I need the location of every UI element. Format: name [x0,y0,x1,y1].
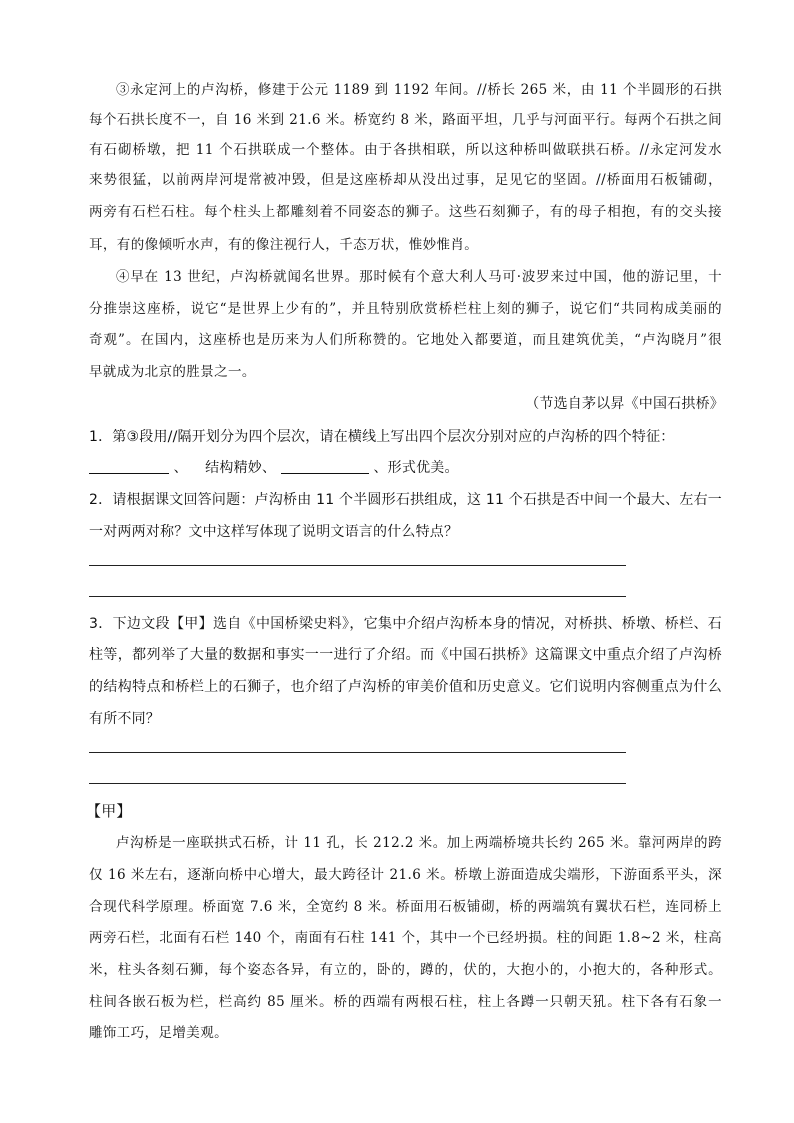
jia-line-7: 雕饰工巧，足增美观。 [89,1025,228,1041]
q3-line-4: 有所不同？ [89,711,160,727]
q3-line-3: 的结构特点和桥栏上的石狮子，也介绍了卢沟桥的审美价值和历史意义。它们说明内容侧重点为什么 [89,679,722,695]
q2-line-1: 2．请根据课文回答问题：卢沟桥由 11 个半圆形石拱组成，这 11 个石拱是否中间一个最大、左右一 [89,492,722,508]
para4-line-4: 早就成为北京的胜景之一。 [89,364,256,380]
jia-line-4: 两旁石栏，北面有石栏 140 个，南面有石柱 141 个，其中一个已经坍损。柱的间距 1.8~2 米，柱高 [89,930,722,946]
source-citation: （节选自茅以昇《中国石拱桥》 [525,396,724,412]
q1-item-2: 结构精妙、 [205,460,277,476]
para3-line-2: 每个石拱长度不一，自 16 米到 21.6 米。桥宽约 8 米，路面平坦，几乎与河面平行。每两个石拱之间 [89,112,722,128]
para3-line-3: 有石砌桥墩，把 11 个石拱联成一个整体。由于各拱相联，所以这种桥叫做联拱石桥。//永定河发水 [89,142,722,158]
jia-line-1: 卢沟桥是一座联拱式石桥，计 11 孔，长 212.2 米。加上两端桥境共长约 265 米。靠河两岸的跨 [116,835,722,851]
q1-sep-1: 、 [173,460,188,476]
q2-line-2: 一对两两对称？文中这样写体现了说明文语言的什么特点？ [89,524,459,540]
q1-item-4: 、形式优美。 [373,460,459,476]
para3-line-4: 来势很猛，以前两岸河堤常被冲毁，但是这座桥却从没出过事，足见它的坚固。//桥面用石板铺砌， [89,172,722,188]
q2-answer-rule-2[interactable] [89,596,626,597]
jia-line-6: 柱间各嵌石板为栏，栏高约 85 厘米。桥的西端有两根石柱，柱上各蹲一只朝天犼。柱下各有石象一 [89,994,722,1010]
jia-heading: 【甲】 [86,802,132,820]
q1-answer-line [89,458,459,478]
q1-blank-1[interactable] [89,459,169,474]
para3-line-5: 两旁有石栏石柱。每个柱头上都雕刻着不同姿态的狮子。这些石刻狮子，有的母子相抱，有的交头接 [89,204,722,220]
para4-line-3: 奇观”。在国内，这座桥也是历来为人们所称赞的。它地处入都要道，而且建筑优美，“卢沟晓月”很 [89,332,722,348]
jia-line-5: 米，柱头各刻石狮，每个姿态各异，有立的，卧的，蹲的，伏的，大抱小的，小抱大的，各种形式。 [89,962,722,978]
q1-text: 1．第③段用//隔开划分为四个层次，请在横线上写出四个层次分别对应的卢沟桥的四个特征： [89,429,675,445]
q3-answer-rule-2[interactable] [89,783,626,784]
q3-line-1: 3．下边文段【甲】选自《中国桥梁史料》，它集中介绍卢沟桥本身的情况，对桥拱、桥墩、桥栏、石 [89,616,722,632]
q3-answer-rule-1[interactable] [89,752,626,753]
para3-line-1: ③永定河上的卢沟桥，修建于公元 1189 到 1192 年间。//桥长 265 米，由 11 个半圆形的石拱 [116,82,722,98]
jia-line-2: 仅 16 米左右，逐渐向桥中心增大，最大跨径计 21.6 米。桥墩上游面造成尖端形，下游面系平头，深 [89,867,722,883]
para4-line-1: ④早在 13 世纪，卢沟桥就闻名世界。那时候有个意大利人马可·波罗来过中国，他的游记里，十 [116,269,722,285]
q1-blank-3[interactable] [281,459,369,474]
para3-line-6: 耳，有的像倾听水声，有的像注视行人，千态万状，惟妙惟肖。 [89,237,479,253]
q3-line-2: 柱等，都列举了大量的数据和事实一一进行了介绍。而《中国石拱桥》这篇课文中重点介绍了卢沟桥 [89,647,722,663]
para4-line-2: 分推崇这座桥，说它“是世界上少有的”，并且特别欣赏桥栏柱上刻的狮子，说它们“共同构成美丽的 [89,301,722,317]
jia-line-3: 合现代科学原理。桥面宽 7.6 米，全宽约 8 米。桥面用石板铺砌，桥的两端筑有翼状石栏，连同桥上 [89,899,722,915]
q2-answer-rule-1[interactable] [89,565,626,566]
